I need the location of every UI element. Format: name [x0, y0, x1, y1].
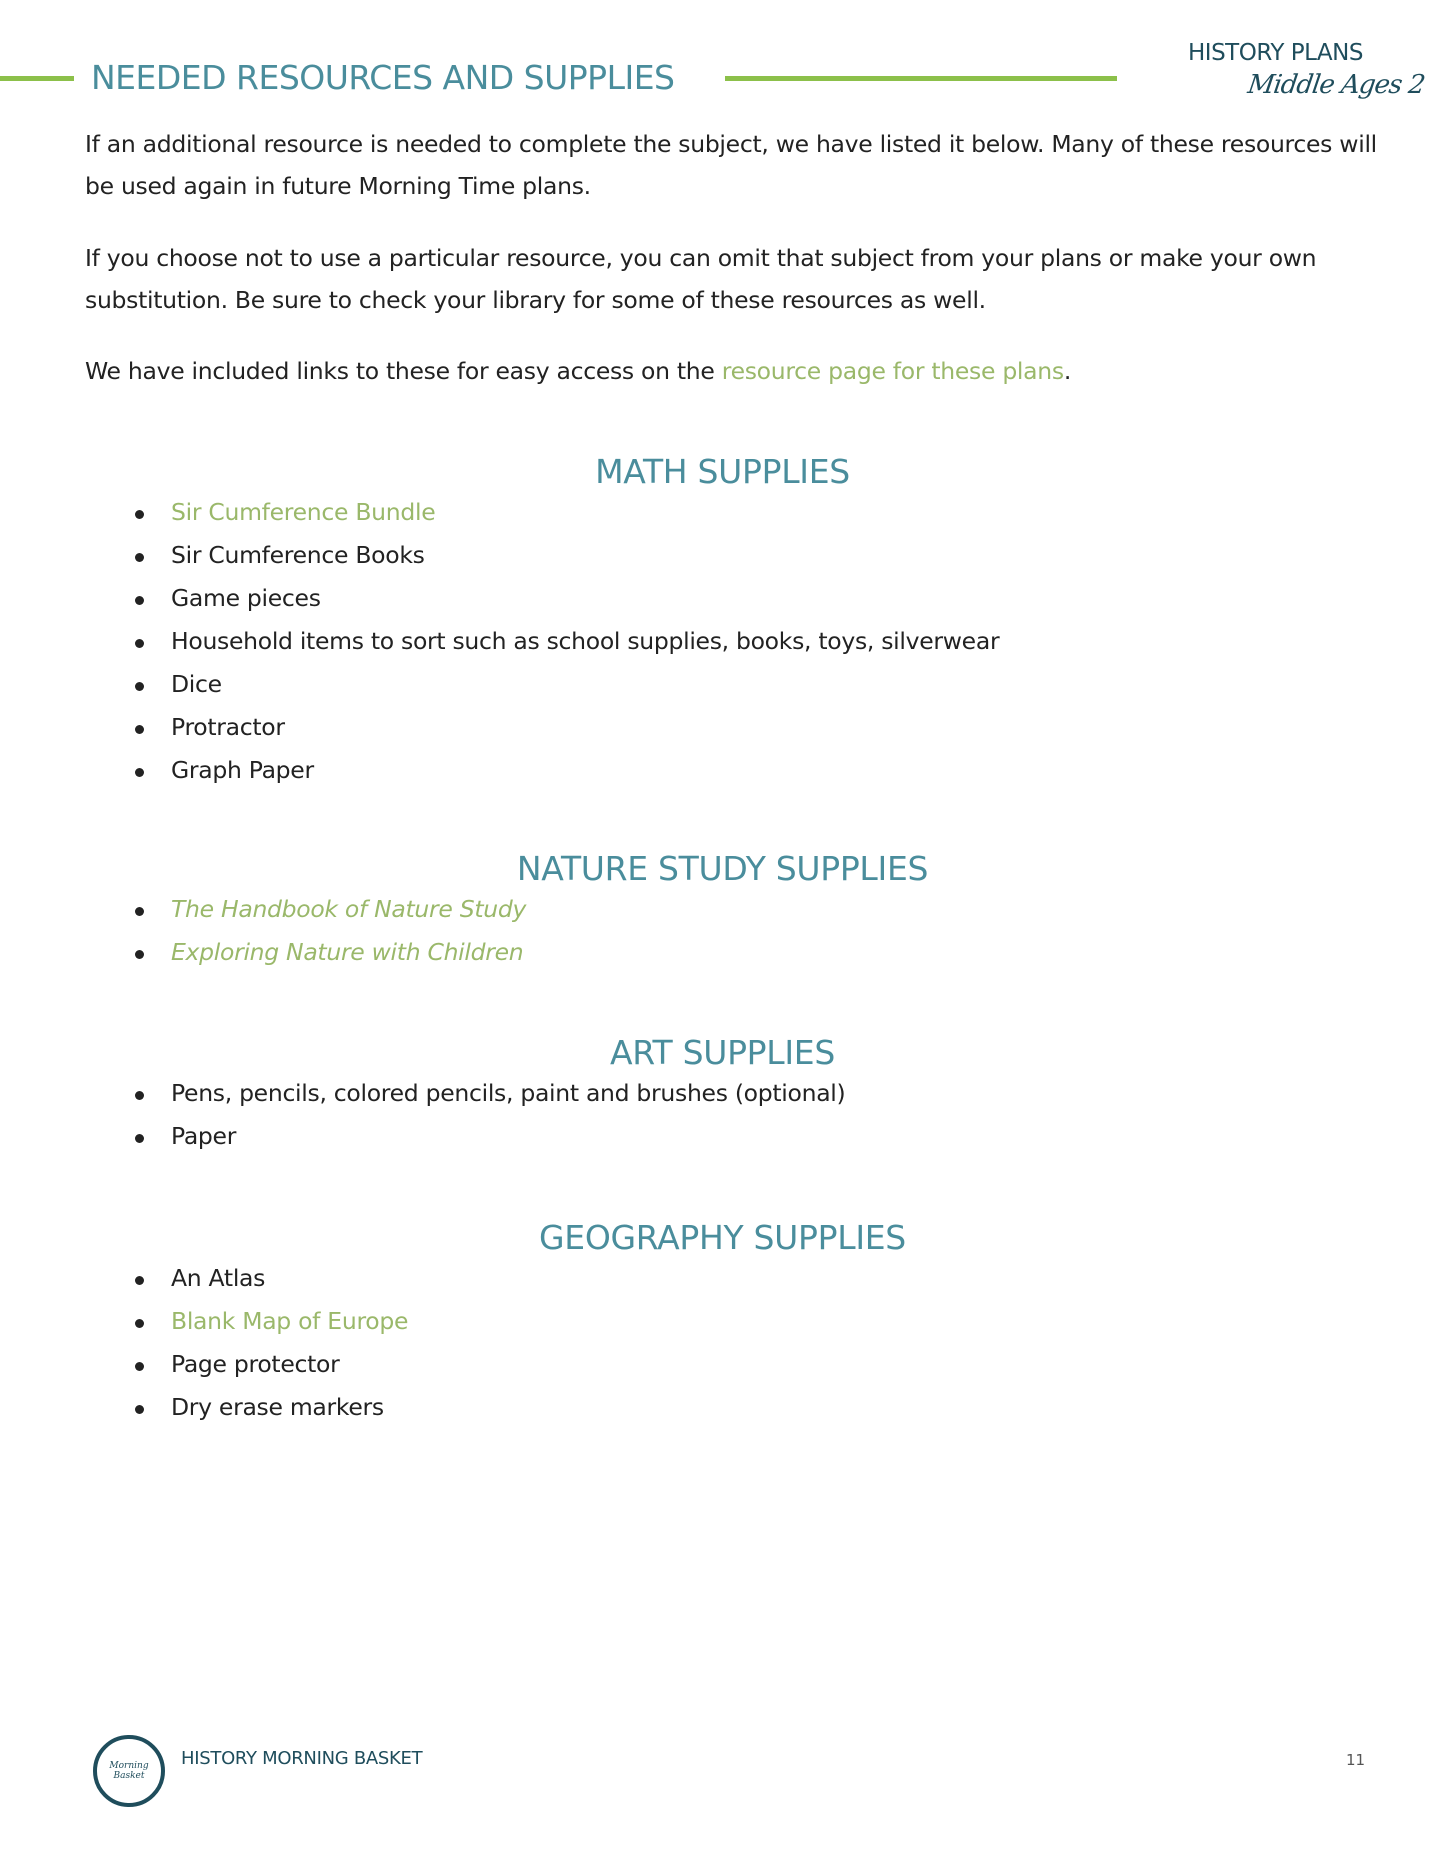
- list-item: An Atlas: [135, 1257, 408, 1300]
- list-item-link[interactable]: Sir Cumference Bundle: [135, 491, 999, 534]
- text: .: [1063, 357, 1071, 385]
- list-item-link[interactable]: The Handbook of Nature Study: [135, 888, 526, 931]
- resource-page-link[interactable]: resource page for these plans: [721, 357, 1064, 385]
- series-label: HISTORY PLANS: [1188, 40, 1363, 66]
- series-subtitle: Middle Ages 2: [1245, 70, 1427, 100]
- list-item: Protractor: [135, 706, 999, 749]
- geography-supplies-list: [135, 1257, 408, 1429]
- logo-text: Morning Basket: [109, 1761, 149, 1781]
- footer-label: HISTORY MORNING BASKET: [181, 1748, 423, 1769]
- list-item: Sir Cumference Books: [135, 534, 999, 577]
- intro-paragraph-3: [85, 350, 1385, 392]
- intro-paragraph-1: If an additional resource is needed to complete the subject, we have listed it below. Many of these resources will be used again in future Morning Time plans.: [85, 130, 1377, 200]
- list-item-link[interactable]: Exploring Nature with Children: [135, 931, 526, 974]
- list-item: Page protector: [135, 1343, 408, 1386]
- intro-paragraph-2: If you choose not to use a particular resource, you can omit that subject from your plans or make your own substitution. Be sure to check your library for some of these resources as well.: [85, 244, 1317, 314]
- nature-supplies-list: [135, 888, 526, 974]
- page-number: 11: [1346, 1751, 1366, 1769]
- list-item: Dice: [135, 663, 999, 706]
- list-item: Dry erase markers: [135, 1386, 408, 1429]
- text: We have included links to these for easy access on the: [85, 357, 722, 385]
- list-item: Game pieces: [135, 577, 999, 620]
- section-heading-math: MATH SUPPLIES: [595, 452, 850, 491]
- header-rule-left: [0, 76, 74, 81]
- header-rule-right: [725, 76, 1117, 81]
- list-item: Household items to sort such as school supplies, books, toys, silverwear: [135, 620, 999, 663]
- list-item-link[interactable]: Blank Map of Europe: [135, 1300, 408, 1343]
- list-item: Paper: [135, 1115, 845, 1158]
- math-supplies-list: [135, 491, 999, 792]
- list-item: Graph Paper: [135, 749, 999, 792]
- list-item: Pens, pencils, colored pencils, paint and brushes (optional): [135, 1072, 845, 1115]
- section-heading-geography: GEOGRAPHY SUPPLIES: [539, 1218, 906, 1257]
- page-title: NEEDED RESOURCES AND SUPPLIES: [91, 58, 675, 97]
- section-heading-art: ART SUPPLIES: [610, 1033, 835, 1072]
- art-supplies-list: [135, 1072, 845, 1158]
- section-heading-nature: NATURE STUDY SUPPLIES: [516, 849, 929, 888]
- morning-basket-logo: [93, 1735, 165, 1807]
